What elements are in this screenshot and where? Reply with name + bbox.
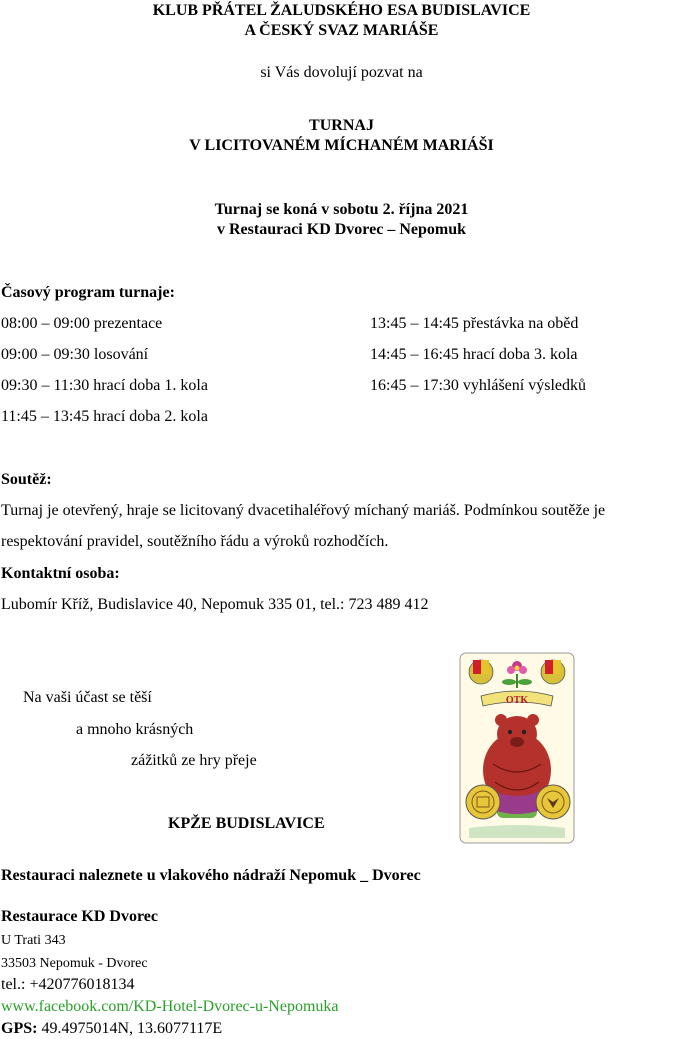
- gps-value: 49.4975014N, 13.6077117E: [37, 1020, 223, 1037]
- program-item: 16:45 – 17:30 vyhlášení výsledků: [370, 377, 586, 394]
- restaurant-phone: tel.: +420776018134: [1, 976, 135, 993]
- invite-text: si Vás dovolují pozvat na: [260, 64, 423, 81]
- place-line: v Restauraci KD Dvorec – Nepomuk: [216, 221, 466, 238]
- closing-line-3: zážitků ze hry přeje: [131, 752, 257, 769]
- contact-heading: Kontaktní osoba:: [1, 565, 120, 582]
- contest-text-1: Turnaj je otevřený, hraje se licitovaný dvacetihaléřový míchaný mariáš. Podmínkou soutěže je: [1, 502, 606, 519]
- card-label: OTK: [505, 695, 529, 706]
- restaurant-street: U Trati 343: [1, 933, 66, 948]
- program-item: 09:00 – 09:30 losování: [1, 346, 149, 363]
- gps-line: [1, 1020, 222, 1038]
- program-item: 13:45 – 14:45 přestávka na oběd: [370, 315, 579, 332]
- contest-text-2: respektování pravidel, soutěžního řádu a výroků rozhodčích.: [1, 533, 389, 550]
- signature: KPŽE BUDISLAVICE: [168, 815, 325, 832]
- program-item: 08:00 – 09:00 prezentace: [1, 315, 163, 332]
- facebook-link[interactable]: www.facebook.com/KD-Hotel-Dvorec-u-Nepomuka: [1, 998, 339, 1015]
- program-item: 14:45 – 16:45 hrací doba 3. kola: [370, 346, 578, 363]
- gps-label: GPS:: [1, 1020, 38, 1037]
- org-line-1: KLUB PŘÁTEL ŽALUDSKÉHO ESA BUDISLAVICE: [152, 2, 531, 19]
- directions-text: Restauraci naleznete u vlakového nádraží Nepomuk _ Dvorec: [1, 867, 421, 884]
- restaurant-name: Restaurace KD Dvorec: [1, 908, 158, 925]
- closing-line-2: a mnoho krásných: [76, 721, 194, 738]
- playing-card-illustration: [459, 652, 575, 844]
- contest-heading: Soutěž:: [1, 471, 52, 488]
- closing-line-1: Na vaši účast se těší: [23, 689, 152, 706]
- program-heading: Časový program turnaje:: [1, 284, 175, 301]
- program-item: 09:30 – 11:30 hrací doba 1. kola: [1, 377, 208, 394]
- title-line-1: TURNAJ: [309, 117, 374, 134]
- program-item: 11:45 – 13:45 hrací doba 2. kola: [1, 408, 208, 425]
- org-line-2: A ČESKÝ SVAZ MARIÁŠE: [244, 22, 439, 39]
- contact-text: Lubomír Kříž, Budislavice 40, Nepomuk 335 01, tel.: 723 489 412: [1, 596, 429, 613]
- restaurant-city: 33503 Nepomuk - Dvorec: [1, 956, 148, 971]
- date-line: Turnaj se koná v sobotu 2. října 2021: [214, 201, 469, 218]
- title-line-2: V LICITOVANÉM MÍCHANÉM MARIÁŠI: [189, 137, 494, 154]
